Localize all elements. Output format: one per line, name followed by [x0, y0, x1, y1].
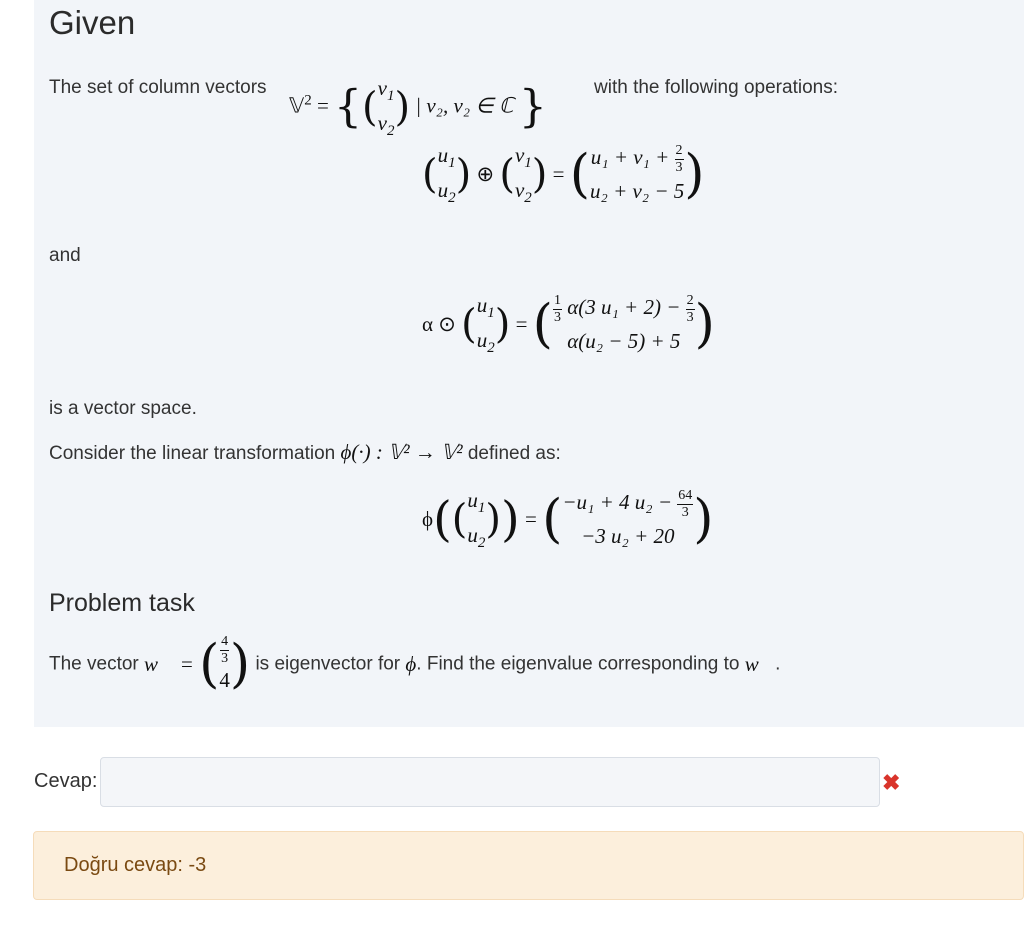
- with-ops-text: with the following operations:: [594, 77, 838, 98]
- incorrect-x-icon: ✖: [882, 770, 901, 795]
- answer-label: Cevap:: [34, 770, 98, 792]
- heading-given: Given: [49, 4, 136, 41]
- is-vector-space-text: is a vector space.: [49, 398, 197, 419]
- heading-problem-task: Problem task: [49, 589, 195, 617]
- phi-equation: $\phi((u_1$ $u_2)) = (-u_1 + 4$ u₂ − $\frac{64}{3}$ −3 u₂ + 20 ): [422, 488, 714, 551]
- phi-row1: −u₁ + 4 u₂ −: [562, 489, 673, 514]
- set-intro-text: The set of column vectors: [49, 77, 267, 98]
- correct-answer-text: Doğru cevap: -3: [64, 854, 207, 876]
- eigen-task-text: The vector w⃗ = ( $\frac{4}{3}$ 4) is eigenvector for ϕ. Find the eigenvalue corresponding to w⃗.: [49, 634, 781, 695]
- set-condition: | v₂, v₂ ∈ ℂ: [415, 93, 514, 118]
- scalar-mult-equation: α ⊙ ($u_1$ $u_2$) = ( $\frac{1}{3}$ α(3 u₁ + 2) − $\frac{2}{3}$ α(u₂ − 5) + 5 ): [422, 293, 715, 356]
- phi-row2: −3 u₂ + 20: [581, 523, 675, 548]
- set-definition: 𝕍$^2$ = {($v_1$ $v_2$) | v₂, v₂ ∈ ℂ }: [289, 76, 547, 139]
- mul-row1: α(3 u₁ + 2) −: [567, 294, 681, 319]
- mul-row2: α(u₂ − 5) + 5: [567, 328, 681, 353]
- add-row2: u₂ + v₂ − 5: [590, 178, 685, 203]
- add-row1: u₁ + v₁ +: [590, 144, 670, 169]
- and-text: and: [49, 245, 81, 266]
- feedback-box: [33, 831, 1024, 900]
- phi-map: ϕ(·) : 𝕍² → 𝕍²: [340, 440, 463, 464]
- consider-text: Consider the linear transformation ϕ(·) : 𝕍² → 𝕍² defined as:: [49, 440, 561, 464]
- answer-input[interactable]: [100, 757, 880, 807]
- addition-equation: ($u_1$ $u_2$) ⊕ ($v_1$ $v_2) = (u_1 + v_1$ + $\frac{2}{3}$ u₂ + v₂ − 5): [422, 143, 705, 206]
